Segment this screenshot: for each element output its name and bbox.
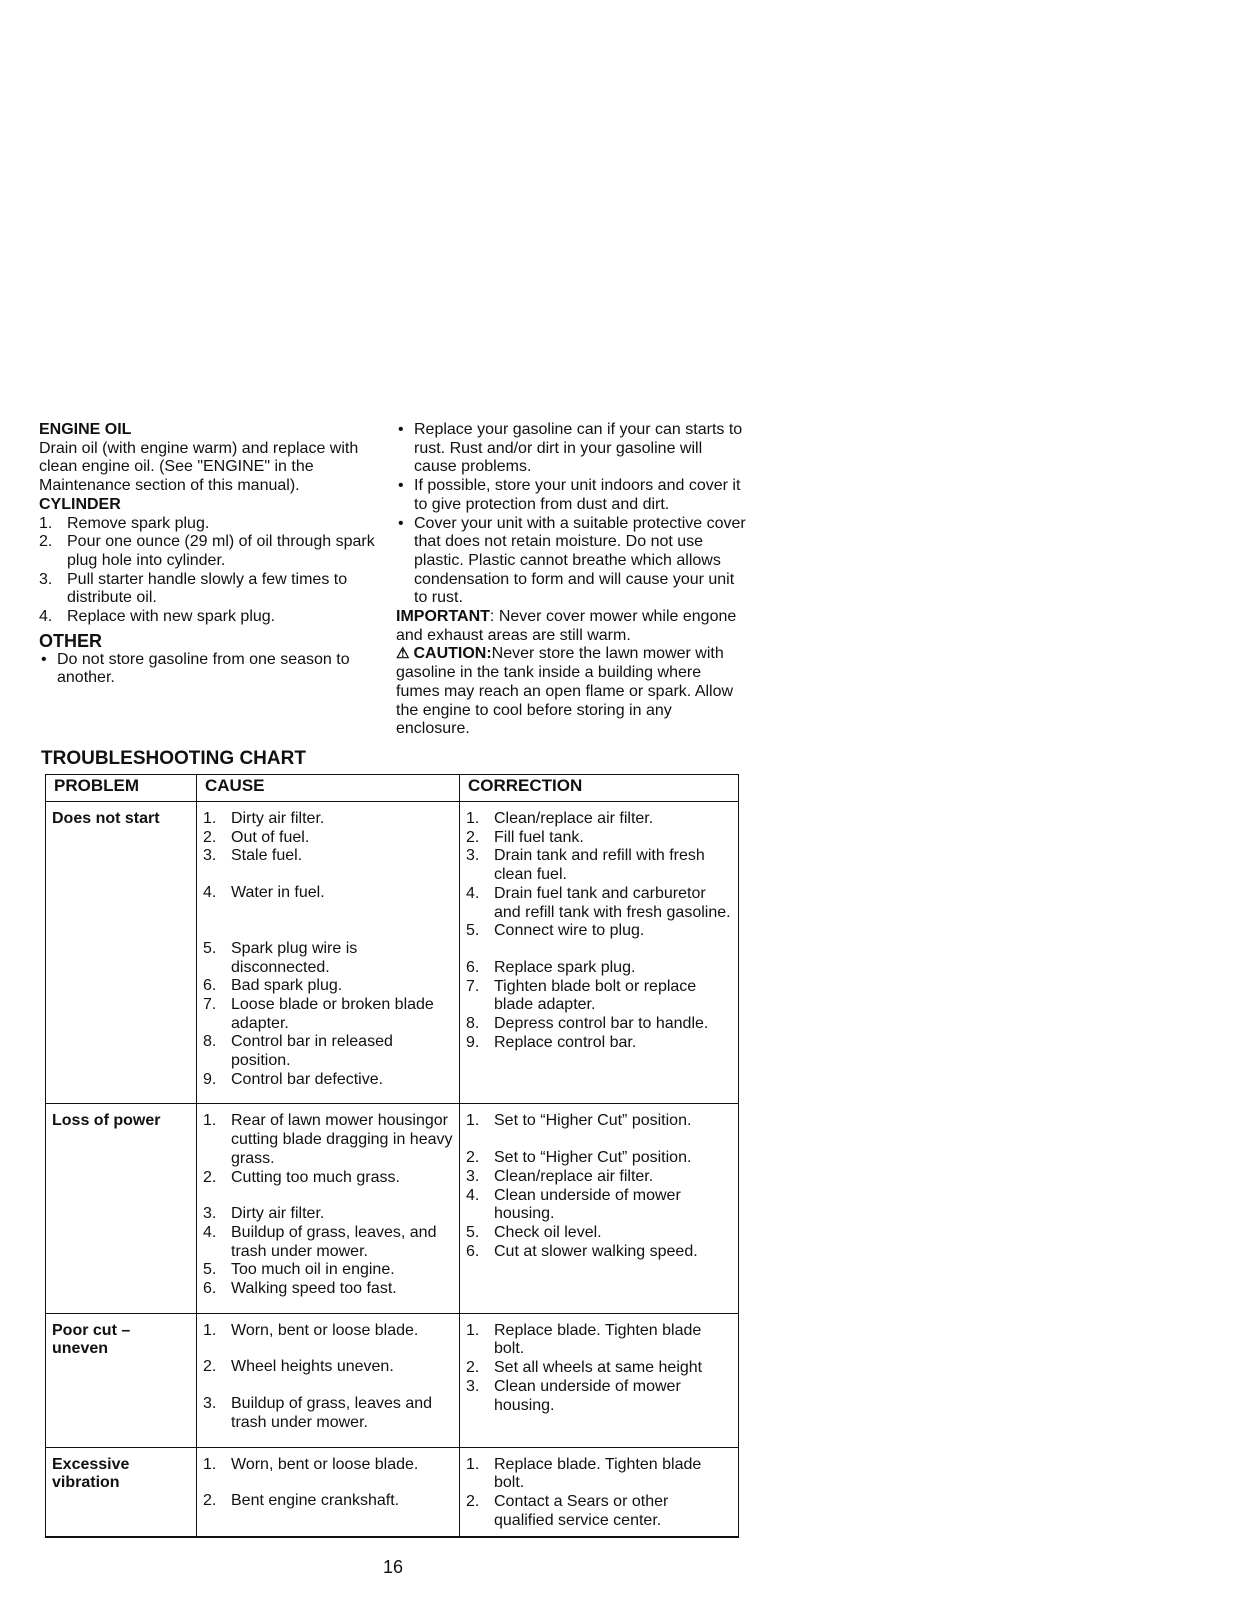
correction-item — [466, 922, 732, 941]
item-number: 5. — [466, 1223, 480, 1241]
item-text: Fill fuel tank. — [494, 828, 584, 846]
item-number: 2. — [203, 1492, 217, 1510]
item-number: 1. — [466, 1112, 480, 1130]
table-row — [46, 1447, 739, 1537]
correction-item — [466, 829, 732, 848]
item-text: Clean underside of mower housing. — [494, 1377, 681, 1414]
item-number: 3. — [466, 1377, 480, 1395]
important-note — [396, 608, 746, 645]
item-number: 2. — [203, 828, 217, 846]
item-text: Depress control bar to handle. — [494, 1015, 709, 1033]
item-number: 6. — [466, 1242, 480, 1260]
correction-item — [466, 1322, 732, 1359]
item-text: Spark plug wire is disconnected. — [231, 939, 358, 976]
item-number: 3. — [203, 847, 217, 865]
header-cause: CAUSE — [197, 775, 460, 802]
warning-triangle-icon: ⚠ — [396, 645, 410, 663]
item-number: 4. — [203, 1223, 217, 1241]
cause-item — [203, 1205, 453, 1224]
correction-cell — [460, 802, 739, 1104]
item-number: 6. — [466, 958, 480, 976]
cause-item — [203, 1280, 453, 1299]
item-number: 2. — [466, 828, 480, 846]
item-text: Wheel heights uneven. — [231, 1358, 394, 1376]
cause-cell — [197, 802, 460, 1104]
item-number: 3. — [203, 1395, 217, 1413]
engine-oil-heading: ENGINE OIL — [39, 421, 132, 438]
item-text: Worn, bent or loose blade. — [231, 1455, 419, 1473]
troubleshooting-table — [45, 774, 739, 1538]
cause-item — [203, 829, 453, 848]
item-text: Rear of lawn mower housingor cutting blade dragging in heavy grass. — [231, 1112, 453, 1167]
cause-item — [203, 1395, 453, 1432]
item-text: Replace blade. Tighten blade bolt. — [494, 1321, 702, 1358]
item-number: 2. — [466, 1149, 480, 1167]
item-text: Connect wire to plug. — [494, 922, 645, 940]
item-text: Cutting too much grass. — [231, 1168, 400, 1186]
step-text: Replace with new spark plug. — [67, 608, 276, 626]
item-text: Drain tank and refill with fresh clean fuel. — [494, 847, 705, 884]
other-bullet: • Do not store gasoline from one season to another. — [39, 651, 379, 688]
item-number: 8. — [203, 1033, 217, 1051]
item-text: Control bar defective. — [231, 1070, 384, 1088]
cylinder-heading: CYLINDER — [39, 495, 121, 513]
step-number: 2. — [39, 533, 53, 551]
caution-note — [396, 645, 746, 739]
item-text: Loose blade or broken blade adapter. — [231, 995, 434, 1032]
correction-item — [466, 1168, 732, 1187]
item-text: Water in fuel. — [231, 884, 325, 902]
item-text: Drain fuel tank and carburetor and refill tank with fresh gasoline. — [494, 884, 731, 921]
step-text: Remove spark plug. — [67, 514, 210, 532]
item-text: Bad spark plug. — [231, 977, 343, 995]
step-text: Pull starter handle slowly a few times to distribute oil. — [67, 570, 348, 607]
cause-item — [203, 1224, 453, 1261]
left-column — [39, 421, 379, 688]
item-number: 1. — [203, 1112, 217, 1130]
correction-item — [466, 1493, 732, 1530]
item-number: 1. — [203, 1455, 217, 1473]
item-text: Set to “Higher Cut” position. — [494, 1112, 692, 1130]
step-number: 4. — [39, 608, 53, 626]
item-number: 9. — [203, 1070, 217, 1088]
correction-item — [466, 1359, 732, 1378]
item-text: Dirty air filter. — [231, 1205, 325, 1223]
item-number: 2. — [203, 1358, 217, 1376]
item-number: 6. — [203, 977, 217, 995]
correction-item — [466, 978, 732, 1015]
item-text: Worn, bent or loose blade. — [231, 1321, 419, 1339]
cylinder-step — [39, 571, 379, 608]
item-text: Clean underside of mower housing. — [494, 1186, 681, 1223]
cause-item — [203, 884, 453, 903]
correction-item — [466, 885, 732, 922]
cause-item — [203, 1112, 453, 1168]
cause-item — [203, 1261, 453, 1280]
cause-item — [203, 1358, 453, 1377]
correction-cell — [460, 1447, 739, 1537]
item-text: Stale fuel. — [231, 847, 303, 865]
item-number: 3. — [466, 1167, 480, 1185]
item-text: Replace control bar. — [494, 1033, 637, 1051]
other-bullets — [39, 651, 379, 688]
cause-item — [203, 977, 453, 996]
important-label: IMPORTANT — [396, 608, 490, 626]
item-number: 2. — [203, 1168, 217, 1186]
item-text: Clean/replace air filter. — [494, 810, 654, 827]
item-text: Cut at slower walking speed. — [494, 1242, 698, 1260]
item-text: Set all wheels at same height — [494, 1359, 703, 1377]
other-heading: OTHER — [39, 630, 102, 651]
item-text: Dirty air filter. — [231, 810, 325, 827]
item-text: Check oil level. — [494, 1223, 602, 1241]
cause-cell — [197, 1313, 460, 1447]
item-number: 7. — [466, 977, 480, 995]
item-number: 2. — [466, 1492, 480, 1510]
item-number: 1. — [466, 1321, 480, 1339]
cause-item — [203, 1169, 453, 1188]
item-text: Buildup of grass, leaves and trash under mower. — [231, 1395, 433, 1431]
step-number: 1. — [39, 514, 53, 532]
storage-bullet: • If possible, store your unit indoors and cover it to give protection from dust and dirt. — [396, 477, 746, 514]
cause-item — [203, 1456, 453, 1475]
right-column — [396, 421, 746, 739]
item-text: Tighten blade bolt or replace blade adapter. — [494, 977, 697, 1014]
correction-item — [466, 1456, 732, 1493]
correction-item — [466, 1034, 732, 1053]
cylinder-step — [39, 515, 379, 534]
item-number: 7. — [203, 995, 217, 1013]
correction-item — [466, 1243, 732, 1262]
correction-item — [466, 1112, 732, 1131]
correction-item — [466, 1187, 732, 1224]
cause-item — [203, 847, 453, 866]
item-text: Bent engine crankshaft. — [231, 1492, 400, 1510]
cylinder-step — [39, 533, 379, 570]
cylinder-step — [39, 608, 379, 627]
engine-oil-text: Drain oil (with engine warm) and replace with clean engine oil. (See "ENGINE" in the Maintenance section of this manual). — [39, 439, 359, 495]
item-text: Walking speed too fast. — [231, 1280, 397, 1298]
correction-item — [466, 1149, 732, 1168]
item-number: 6. — [203, 1280, 217, 1298]
cause-item — [203, 1071, 453, 1090]
item-text: Out of fuel. — [231, 828, 310, 846]
item-number: 1. — [466, 1455, 480, 1473]
item-text: Buildup of grass, leaves, and trash under mower. — [231, 1223, 437, 1260]
correction-item — [466, 1224, 732, 1243]
correction-cell — [460, 1104, 739, 1313]
caution-text: Never store the lawn mower with gasoline in the tank inside a building where fumes may reach an open flame or spark. Allow the engine to cool before storing in any enclosure. — [396, 645, 734, 738]
item-number: 1. — [466, 810, 480, 827]
cylinder-steps — [39, 515, 379, 627]
correction-item — [466, 810, 732, 829]
correction-cell — [460, 1313, 739, 1447]
problem-cell: Does not start — [46, 802, 197, 1104]
storage-bullet: • Cover your unit with a suitable protective cover that does not retain moisture. Do not use plastic. Plastic cannot breathe which allows condensation to form and will cause your unit to rust. — [396, 515, 746, 609]
problem-cell: Poor cut – uneven — [46, 1313, 197, 1447]
table-header-row — [46, 775, 739, 802]
item-number: 2. — [466, 1359, 480, 1377]
item-text: Set to “Higher Cut” position. — [494, 1149, 692, 1167]
item-number: 3. — [203, 1205, 217, 1223]
cause-item — [203, 1033, 453, 1070]
correction-item — [466, 1378, 732, 1415]
item-text: Too much oil in engine. — [231, 1261, 395, 1279]
item-number: 5. — [203, 939, 217, 957]
item-number: 4. — [203, 884, 217, 902]
item-number: 5. — [466, 922, 480, 940]
item-number: 3. — [466, 847, 480, 865]
table-row — [46, 1104, 739, 1313]
table-row — [46, 802, 739, 1104]
item-number: 4. — [466, 884, 480, 902]
cause-cell — [197, 1104, 460, 1313]
cause-item — [203, 996, 453, 1033]
item-number: 1. — [203, 1321, 217, 1339]
item-number: 4. — [466, 1186, 480, 1204]
item-text: Clean/replace air filter. — [494, 1167, 654, 1185]
cause-item — [203, 810, 453, 829]
step-number: 3. — [39, 570, 53, 588]
item-text: Contact a Sears or other qualified service center. — [494, 1492, 669, 1529]
header-correction: CORRECTION — [460, 775, 739, 802]
chart-title: TROUBLESHOOTING CHART — [41, 748, 306, 769]
cause-item — [203, 1492, 453, 1511]
caution-label: CAUTION: — [413, 645, 492, 663]
item-number: 5. — [203, 1261, 217, 1279]
cause-item — [203, 1322, 453, 1341]
page-number: 16 — [383, 1557, 404, 1577]
table-row — [46, 1313, 739, 1447]
correction-item — [466, 959, 732, 978]
correction-item — [466, 847, 732, 884]
correction-item — [466, 1015, 732, 1034]
item-text: Control bar in released position. — [231, 1033, 393, 1070]
storage-bullet: • Replace your gasoline can if your can starts to rust. Rust and/or dirt in your gasoline will cause problems. — [396, 421, 746, 477]
important-text: : Never cover mower while engone and exhaust areas are still warm. — [396, 608, 737, 644]
problem-cell: Loss of power — [46, 1104, 197, 1313]
header-problem: PROBLEM — [46, 775, 197, 802]
item-text: Replace spark plug. — [494, 958, 636, 976]
item-number: 9. — [466, 1033, 480, 1051]
problem-cell: Excessive vibration — [46, 1447, 197, 1537]
item-number: 1. — [203, 810, 217, 827]
cause-item — [203, 940, 453, 977]
item-text: Replace blade. Tighten blade bolt. — [494, 1455, 702, 1492]
item-number: 8. — [466, 1015, 480, 1033]
storage-bullets — [396, 421, 746, 608]
cause-cell — [197, 1447, 460, 1537]
step-text: Pour one ounce (29 ml) of oil through spark plug hole into cylinder. — [67, 533, 375, 569]
